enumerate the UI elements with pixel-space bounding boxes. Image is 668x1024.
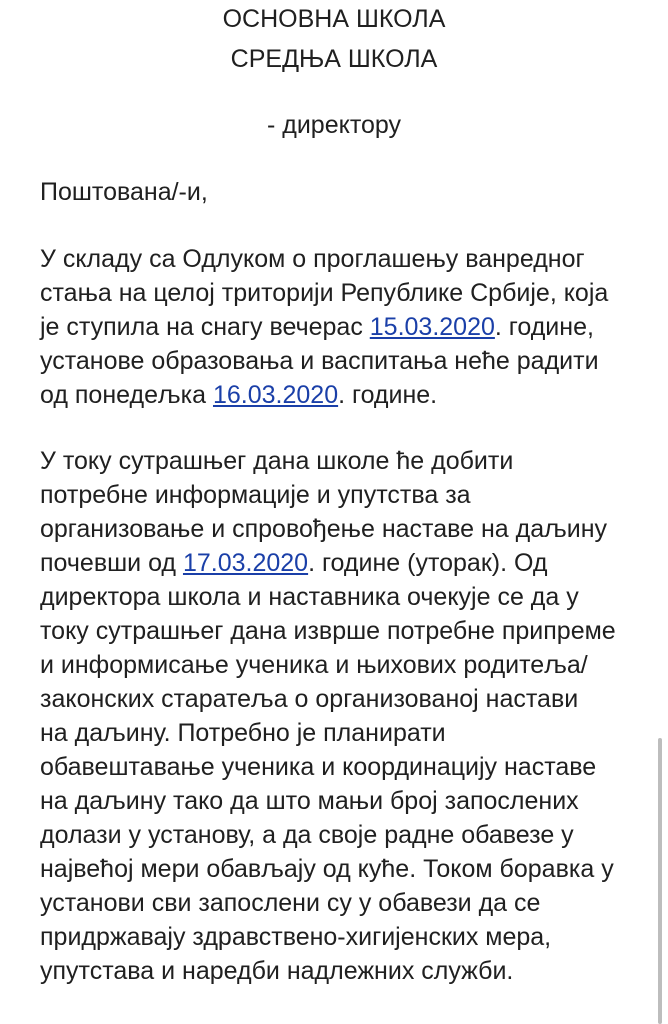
paragraph1-line3 <box>40 312 594 342</box>
text-segment: је ступила на снагу вечерас <box>40 313 370 341</box>
text-segment: почевши од <box>40 549 183 577</box>
paragraph2-line2: потребне информације и упутства за <box>40 481 471 509</box>
paragraph1-line1: У складу са Одлуком о проглашењу ванредног <box>40 245 585 273</box>
paragraph2-line13: највећој мери обављају од куће. Током боравка у <box>40 855 614 883</box>
paragraph2-line7: и информисање ученика и њихових родитеља/ <box>40 651 588 679</box>
paragraph2-line1: У току сутрашњег дана школе ће добити <box>40 447 514 475</box>
text-segment: . године (уторак). Од <box>308 549 548 577</box>
greeting: Поштована/-и, <box>40 178 208 206</box>
header-line-primary-school: ОСНОВНА ШКОЛА <box>222 5 446 33</box>
date-link-15-03-2020[interactable]: 15.03.2020 <box>369 313 495 341</box>
paragraph2-line6: току сутрашњег дана изврше потребне припреме <box>40 617 616 645</box>
paragraph1-line4: установе образовања и васпитања неће радити <box>40 347 599 375</box>
paragraph2-line4 <box>40 548 547 578</box>
paragraph2-line14: установи сви запослени су у обавези да се <box>40 889 541 917</box>
text-segment: од понедељка <box>40 381 213 409</box>
paragraph2-line11: на даљину тако да што мањи број запослених <box>40 787 579 815</box>
date-link-16-03-2020[interactable]: 16.03.2020 <box>212 381 339 409</box>
text-segment: . године. <box>338 381 438 409</box>
paragraph2-line16: упутстава и наредби надлежних служби. <box>40 957 514 985</box>
paragraph2-line8: законских старатеља о организованој настави <box>40 685 579 713</box>
paragraph2-line5: директора школа и наставника очекује се да у <box>40 583 579 611</box>
paragraph2-line15: придржавају здравствено-хигијенских мера, <box>40 923 552 951</box>
date-link-17-03-2020[interactable]: 17.03.2020 <box>182 549 309 577</box>
paragraph2-line12: долази у установу, а да своје радне обавезе у <box>40 821 574 849</box>
paragraph2-line10: обавештавање ученика и координацију наставе <box>40 753 597 781</box>
paragraph2-line3: организовање и спровођење наставе на даљину <box>40 515 608 543</box>
paragraph1-line5 <box>40 380 437 410</box>
paragraph2-line9: на даљину. Потребно је планирати <box>40 719 446 747</box>
vertical-scrollbar[interactable] <box>658 738 662 1024</box>
header-line-secondary-school: СРЕДЊА ШКОЛА <box>230 45 438 73</box>
recipient-line: - директору <box>266 111 402 139</box>
paragraph1-line2: стања на целој триторији Републике Србије, која <box>40 279 609 307</box>
text-segment: . године, <box>494 313 594 341</box>
